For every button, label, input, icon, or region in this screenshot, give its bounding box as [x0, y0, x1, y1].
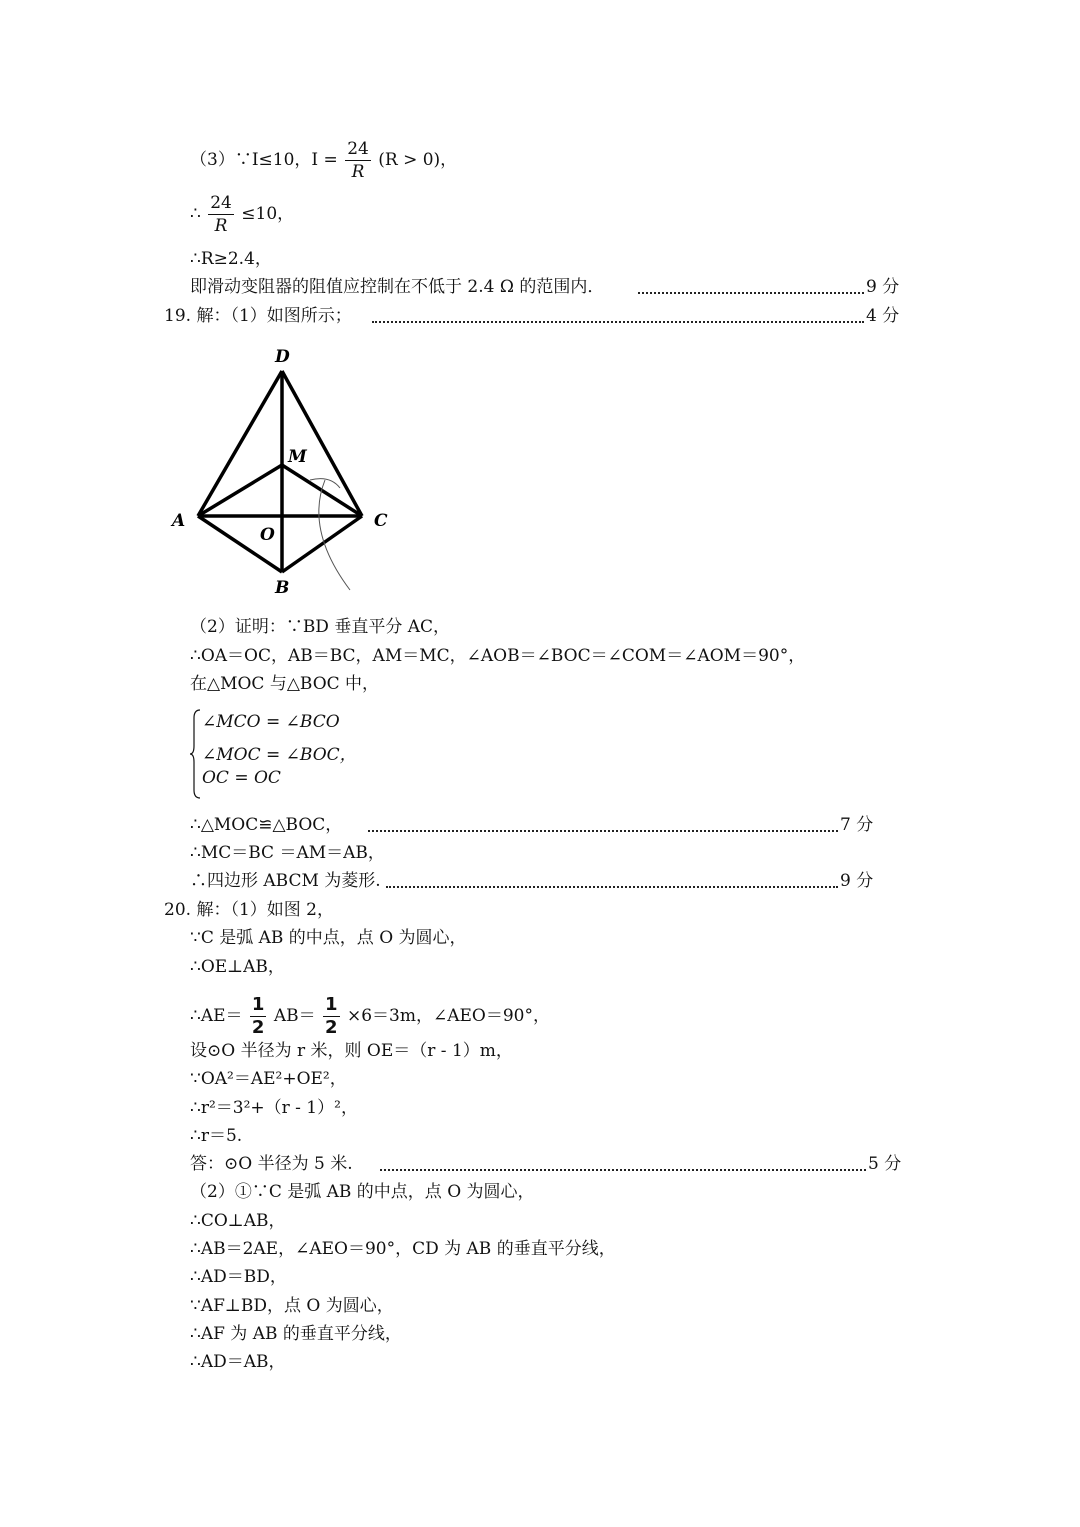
q20-l4-b: AB＝	[273, 1006, 316, 1026]
q19-c2: ∴MC＝BC ＝AM＝AB，	[190, 843, 385, 863]
q20-l4-c: ×6＝3m，∠AEO＝90°，	[346, 1006, 550, 1026]
q20-line2: ∵C 是弧 AB 的中点，点 O 为圆心，	[190, 928, 467, 948]
system-row-3: OC = OC	[202, 768, 281, 788]
p3-frac-den: R	[351, 162, 365, 182]
q20-half2-num: 1	[325, 994, 338, 1015]
geometry-figure	[160, 340, 420, 600]
q20-line1: 20. 解：（1）如图 2，	[164, 900, 334, 920]
q19-c1-score: 7 分	[840, 815, 874, 835]
q19-c1-leader	[368, 808, 838, 832]
label-C: C	[374, 511, 388, 531]
q20-p2-line3: ∴AB＝2AE，∠AEO＝90°，CD 为 AB 的垂直平分线，	[190, 1239, 616, 1259]
q20-p2-line4: ∴AD＝BD，	[190, 1267, 287, 1287]
label-O: O	[260, 525, 275, 545]
p3-line2	[190, 192, 294, 237]
q20-line8: ∴r＝5.	[190, 1126, 243, 1146]
q20-p2-line1: （2）①∵C 是弧 AB 的中点，点 O 为圆心，	[190, 1182, 535, 1202]
p3-line4-leader	[638, 270, 864, 294]
q19-c3-score: 9 分	[840, 871, 874, 891]
p3-line4-score: 9 分	[866, 277, 900, 297]
q20-p2-line5: ∵AF⊥BD，点 O 为圆心，	[190, 1296, 394, 1316]
equation-system	[190, 708, 390, 800]
p3-l2-pre: ∴	[190, 204, 201, 224]
q19-line1-leader	[372, 299, 864, 323]
p3-l2-num: 24	[210, 193, 232, 213]
q19-line1-score: 4 分	[866, 306, 900, 326]
p3-intro-tail: (R > 0)，	[378, 150, 458, 170]
p3-frac-num: 24	[347, 139, 369, 159]
left-brace	[190, 708, 202, 800]
q19-p2-line3: 在△MOC 与△BOC 中，	[190, 674, 380, 694]
label-D: D	[275, 347, 290, 367]
q20-half-fraction-1	[250, 994, 267, 1039]
p3-line3: ∴R≥2.4，	[190, 249, 272, 269]
q20-line7: ∴r²＝3²+（r - 1）²，	[190, 1098, 358, 1118]
q19-c3: ∴四边形 ABCM 为菱形.	[190, 871, 381, 891]
p3-intro-text: （3）∵I≤10，I =	[190, 150, 338, 170]
q20-line9-score: 5 分	[868, 1154, 902, 1174]
label-B: B	[275, 578, 290, 598]
q20-half1-den: 2	[251, 1017, 265, 1038]
q20-line4	[190, 994, 550, 1039]
q20-l4-a: ∴AE＝	[190, 1006, 243, 1026]
q19-line1: 19. 解：（1）如图所示；	[164, 306, 352, 326]
segment-DC	[282, 371, 362, 516]
q19-c1: ∴△MOC≌△BOC，	[190, 815, 343, 835]
p3-l2-den: R	[214, 216, 228, 236]
p3-intro-line	[190, 138, 457, 183]
p3-line4: 即滑动变阻器的阻值应控制在不低于 2.4 Ω 的范围内．	[190, 277, 605, 297]
segment-AM	[198, 465, 282, 516]
label-M: M	[288, 447, 307, 467]
q20-line9-leader	[380, 1147, 866, 1171]
q20-half2-den: 2	[325, 1017, 338, 1038]
q20-p2-line7: ∴AD＝AB，	[190, 1352, 286, 1372]
q20-p2-line6: ∴AF 为 AB 的垂直平分线，	[190, 1324, 402, 1344]
q20-half1-num: 1	[251, 994, 265, 1015]
q20-line5: 设⊙O 半径为 r 米，则 OE＝（r - 1）m，	[190, 1041, 513, 1061]
q20-line6: ∵OA²＝AE²+OE²，	[190, 1069, 347, 1089]
q20-half-fraction-2	[323, 994, 340, 1039]
figure-lines	[198, 371, 362, 572]
p3-fraction	[345, 138, 371, 183]
q20-line9: 答：⊙O 半径为 5 米.	[190, 1154, 353, 1174]
label-A: A	[172, 511, 186, 531]
q20-p2-line2: ∴CO⊥AB，	[190, 1211, 286, 1231]
q19-c3-leader	[386, 864, 838, 888]
p3-l2-tail: ≤10，	[241, 204, 295, 224]
p3-l2-fraction	[208, 192, 234, 237]
system-row-1: ∠MCO = ∠BCO	[202, 712, 340, 732]
q19-p2-line1: （2）证明：∵BD 垂直平分 AC，	[190, 617, 451, 637]
q19-p2-line2: ∴OA＝OC，AB＝BC，AM＝MC，∠AOB＝∠BOC＝∠COM＝∠AOM＝90°，	[190, 646, 806, 666]
system-row-2: ∠MOC = ∠BOC，	[202, 745, 357, 765]
segment-BC	[282, 516, 362, 572]
segment-AD	[198, 371, 282, 516]
q20-line3: ∴OE⊥AB，	[190, 957, 285, 977]
